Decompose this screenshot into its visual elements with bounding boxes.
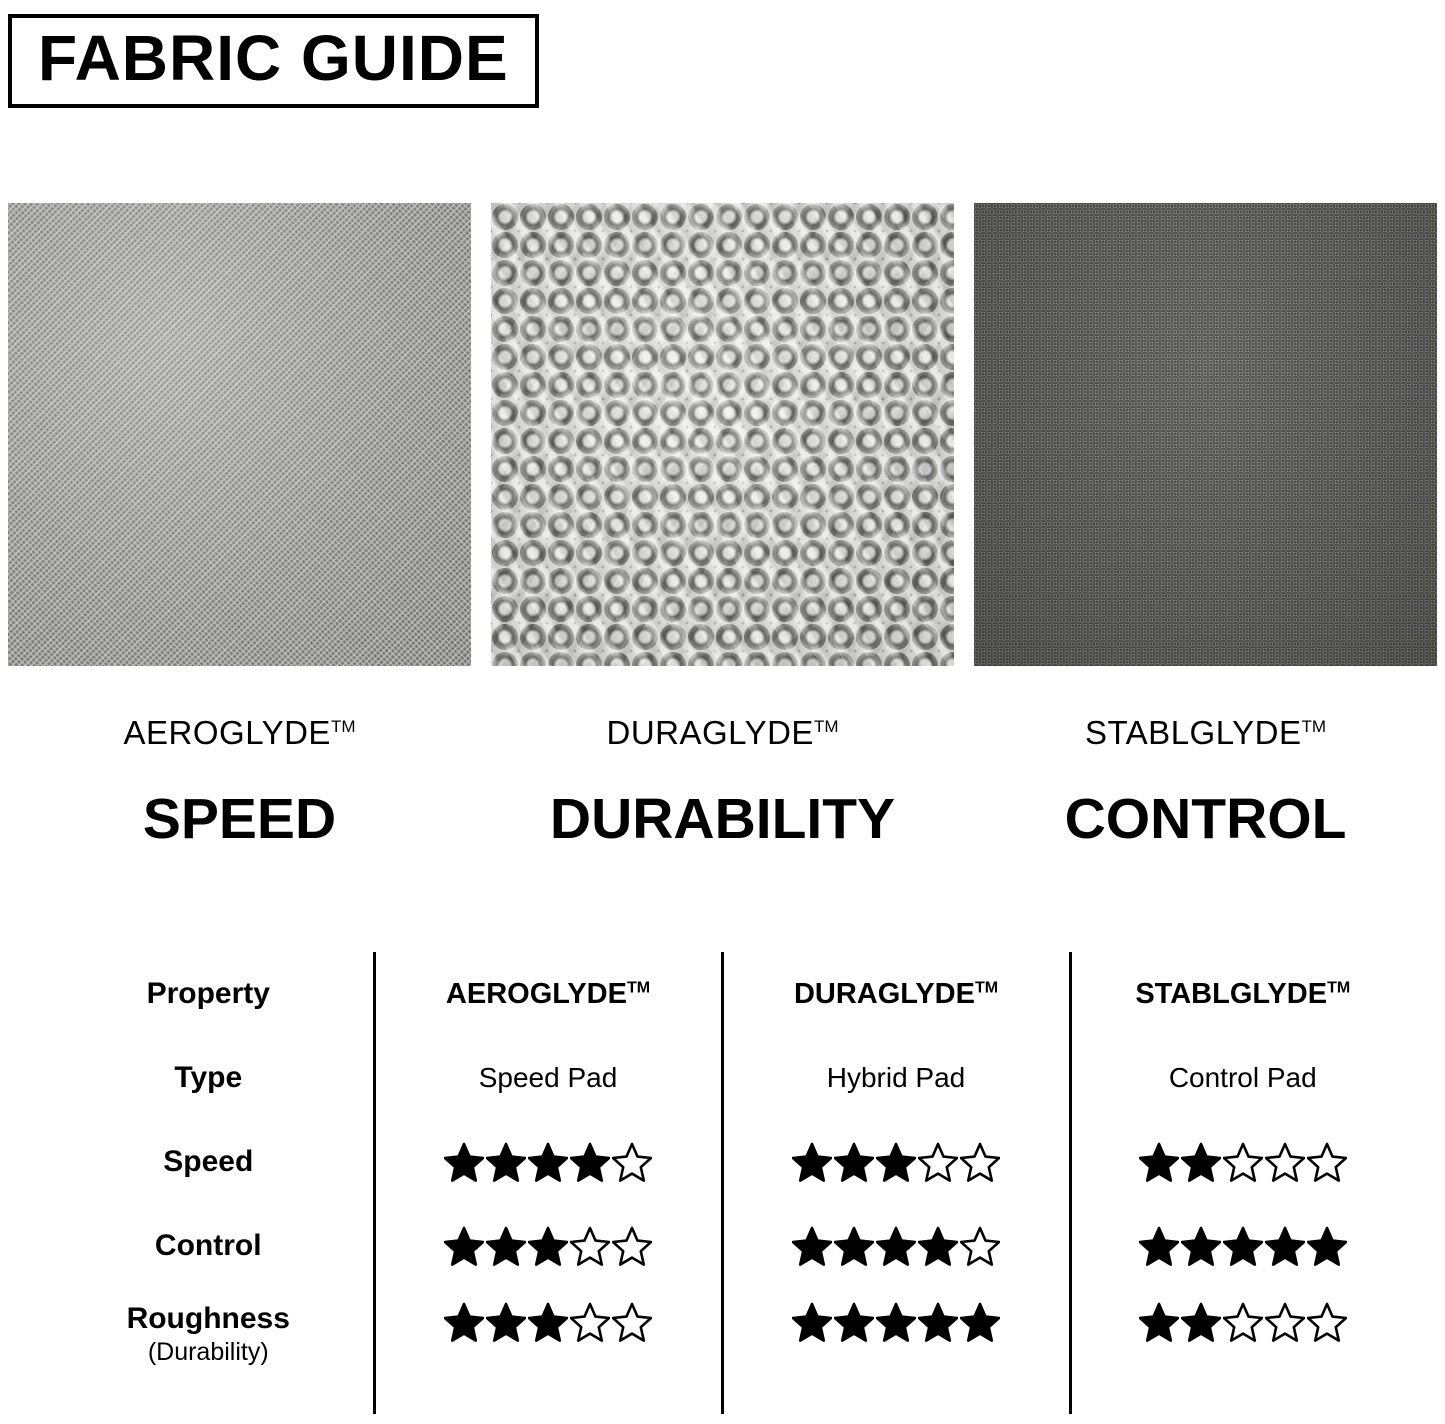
row-label-control: Control — [154, 1229, 262, 1262]
fabric-headline-aeroglyde: SPEED — [142, 787, 337, 851]
fabric-name-aeroglyde — [8, 714, 471, 752]
fabric-card-duraglyde — [491, 203, 954, 852]
fabric-card-aeroglyde — [8, 203, 471, 852]
trademark-mark: TM — [1301, 717, 1327, 736]
cell-roughness-stablglyde — [1070, 1288, 1414, 1414]
cell-roughness-duraglyde — [722, 1288, 1070, 1414]
star-rating — [443, 1302, 653, 1342]
fabric-swatch-image-stablglyde — [974, 203, 1437, 666]
fabric-swatch-image-duraglyde — [491, 203, 954, 666]
fabric-name-text: AEROGLYDE — [123, 714, 331, 751]
table-header-row — [44, 952, 1414, 1036]
row-sublabel-text: (Durability) — [147, 1338, 269, 1366]
table-row — [44, 1204, 1414, 1288]
cell-control-aeroglyde — [374, 1204, 722, 1288]
table-row — [44, 1120, 1414, 1204]
table-header-duraglyde — [722, 952, 1070, 1036]
table-header-property: Property — [146, 977, 270, 1010]
row-label-text: Roughness — [126, 1302, 290, 1335]
comparison-table-wrap — [44, 952, 1414, 1414]
fabric-swatch-image-aeroglyde — [8, 203, 471, 666]
star-rating — [1138, 1302, 1348, 1342]
cell-speed-stablglyde — [1070, 1120, 1414, 1204]
star-rating — [1138, 1142, 1348, 1182]
table-header-stablglyde — [1070, 952, 1414, 1036]
row-label-speed: Speed — [163, 1145, 254, 1178]
fabric-headline-stablglyde: CONTROL — [1064, 787, 1347, 851]
table-header-brand-text: DURAGLYDE — [793, 977, 975, 1010]
cell-control-duraglyde — [722, 1204, 1070, 1288]
table-header-aeroglyde — [374, 952, 722, 1036]
cell-control-stablglyde — [1070, 1204, 1414, 1288]
fabric-headline-duraglyde: DURABILITY — [549, 787, 896, 851]
cell-type-aeroglyde: Speed Pad — [374, 1036, 722, 1120]
cell-type-stablglyde: Control Pad — [1070, 1036, 1414, 1120]
table-header-brand-text: AEROGLYDE — [445, 977, 627, 1010]
cell-type-duraglyde: Hybrid Pad — [722, 1036, 1070, 1120]
trademark-mark: TM — [330, 717, 356, 736]
trademark-mark: TM — [626, 978, 651, 996]
cell-roughness-aeroglyde — [374, 1288, 722, 1414]
fabric-name-stablglyde — [974, 714, 1437, 752]
row-label-roughness — [44, 1288, 374, 1414]
table-row — [44, 1288, 1414, 1414]
star-rating — [791, 1302, 1001, 1342]
star-rating — [1138, 1226, 1348, 1266]
cell-speed-aeroglyde — [374, 1120, 722, 1204]
table-header-brand-text: STABLGLYDE — [1135, 977, 1328, 1010]
fabric-name-text: STABLGLYDE — [1084, 714, 1302, 751]
star-rating — [443, 1226, 653, 1266]
fabric-card-stablglyde — [974, 203, 1437, 852]
star-rating — [791, 1226, 1001, 1266]
star-rating — [791, 1142, 1001, 1182]
comparison-table — [44, 952, 1414, 1414]
table-row — [44, 1036, 1414, 1120]
fabric-name-text: DURAGLYDE — [606, 714, 814, 751]
cell-speed-duraglyde — [722, 1120, 1070, 1204]
trademark-mark: TM — [1327, 978, 1351, 996]
row-label-type: Type — [174, 1061, 243, 1094]
trademark-mark: TM — [813, 717, 839, 736]
fabric-swatch-row — [8, 203, 1437, 852]
page-title-box — [8, 14, 539, 108]
page-title: FABRIC GUIDE — [38, 22, 509, 94]
trademark-mark: TM — [974, 978, 999, 996]
fabric-name-duraglyde — [491, 714, 954, 752]
star-rating — [443, 1142, 653, 1182]
